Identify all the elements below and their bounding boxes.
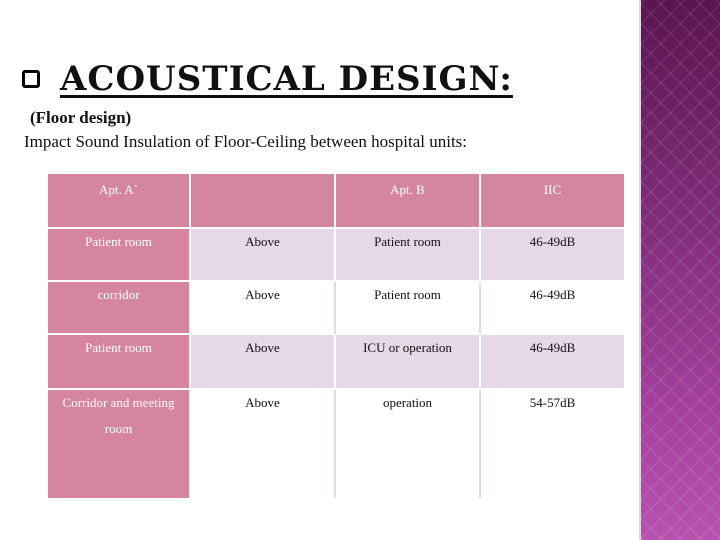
- title-row: [22, 55, 513, 103]
- table-cell: ICU or operation: [336, 335, 481, 390]
- table-cell: Above: [191, 282, 336, 335]
- table-header-cell: Apt. A`: [48, 174, 191, 229]
- table-header-cell: Apt. B: [336, 174, 481, 229]
- decorative-side-panel: [641, 0, 720, 540]
- table-cell: 46-49dB: [481, 335, 624, 390]
- table-cell: Above: [191, 390, 336, 498]
- iic-table: [48, 174, 624, 498]
- table-cell: Patient room: [336, 282, 481, 335]
- table-cell: operation: [336, 390, 481, 498]
- table-header-cell: [191, 174, 336, 229]
- table-cell: Above: [191, 335, 336, 390]
- table-cell: corridor: [48, 282, 191, 335]
- slide-description: Impact Sound Insulation of Floor-Ceiling between hospital units:: [24, 132, 468, 151]
- table-cell: Corridor and meeting room: [48, 390, 191, 498]
- table-header-cell: IIC: [481, 174, 624, 229]
- table-cell: Patient room: [48, 335, 191, 390]
- table-cell: 54-57dB: [481, 390, 624, 498]
- table-cell: 46-49dB: [481, 229, 624, 282]
- table-cell: Patient room: [336, 229, 481, 282]
- table-cell: Above: [191, 229, 336, 282]
- table-cell: Patient room: [48, 229, 191, 282]
- slide-title: ACOUSTICAL DESIGN:: [60, 59, 513, 99]
- slide-subtitle: (Floor design): [30, 108, 132, 127]
- table-cell: 46-49dB: [481, 282, 624, 335]
- checkbox-icon: [22, 70, 40, 88]
